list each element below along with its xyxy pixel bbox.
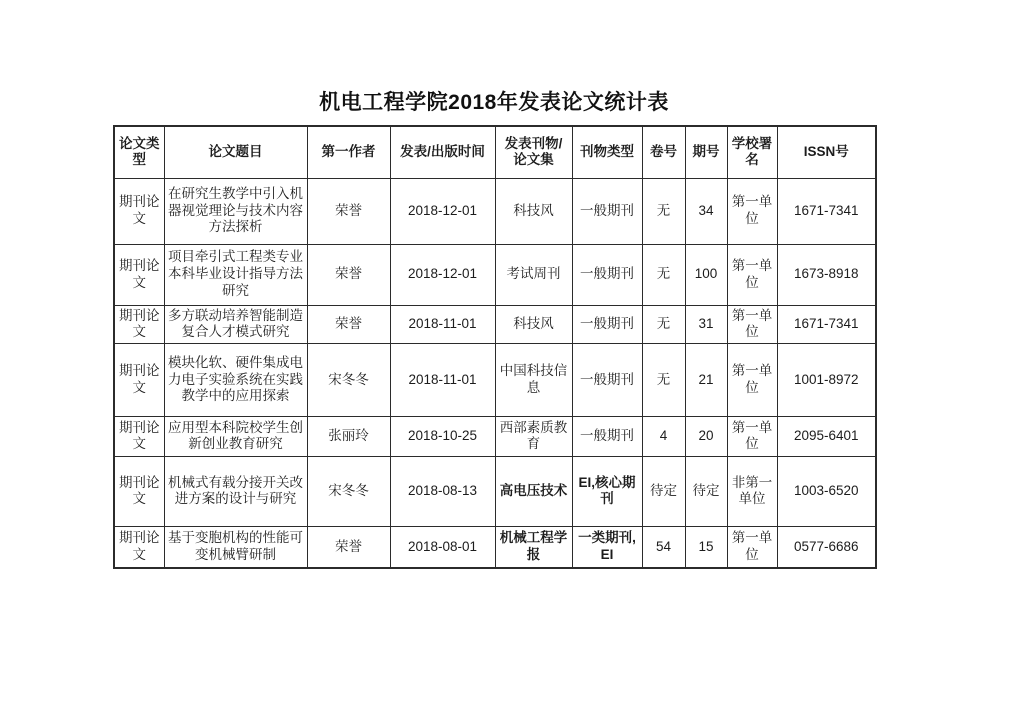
cell-author: 荣誉 [307, 305, 390, 343]
table-row [114, 343, 876, 416]
cell-affiliation: 第一单位 [727, 526, 777, 568]
cell-volume: 无 [642, 343, 685, 416]
col-header-journal: 发表刊物/论文集 [495, 126, 572, 178]
papers-table [113, 125, 877, 569]
cell-journal: 西部素质教育 [495, 416, 572, 456]
cell-affiliation: 第一单位 [727, 305, 777, 343]
cell-issn: 2095-6401 [777, 416, 876, 456]
cell-journal: 科技风 [495, 305, 572, 343]
cell-journal: 科技风 [495, 178, 572, 244]
cell-issue: 21 [685, 343, 727, 416]
cell-date: 2018-11-01 [390, 305, 495, 343]
cell-paper-type: 期刊论文 [114, 526, 164, 568]
table-row [114, 244, 876, 305]
col-header-volume: 卷号 [642, 126, 685, 178]
cell-date: 2018-12-01 [390, 244, 495, 305]
cell-author: 荣誉 [307, 244, 390, 305]
cell-journal: 机械工程学报 [495, 526, 572, 568]
cell-author: 荣誉 [307, 526, 390, 568]
cell-paper-type: 期刊论文 [114, 416, 164, 456]
col-header-issn: ISSN号 [777, 126, 876, 178]
cell-affiliation: 非第一单位 [727, 456, 777, 526]
cell-journal-type: 一般期刊 [572, 178, 642, 244]
document-page [113, 86, 875, 569]
cell-paper-title: 在研究生教学中引入机器视觉理论与技术内容方法探析 [164, 178, 307, 244]
table-row [114, 456, 876, 526]
cell-paper-type: 期刊论文 [114, 178, 164, 244]
cell-issue: 15 [685, 526, 727, 568]
cell-affiliation: 第一单位 [727, 343, 777, 416]
cell-volume: 无 [642, 178, 685, 244]
col-header-issue: 期号 [685, 126, 727, 178]
cell-journal-type: 一般期刊 [572, 244, 642, 305]
cell-volume: 无 [642, 305, 685, 343]
cell-issn: 1671-7341 [777, 178, 876, 244]
col-header-paper-title: 论文题目 [164, 126, 307, 178]
cell-volume: 无 [642, 244, 685, 305]
cell-date: 2018-08-13 [390, 456, 495, 526]
cell-date: 2018-12-01 [390, 178, 495, 244]
cell-journal: 考试周刊 [495, 244, 572, 305]
cell-affiliation: 第一单位 [727, 416, 777, 456]
cell-date: 2018-10-25 [390, 416, 495, 456]
cell-journal-type: 一类期刊,EI [572, 526, 642, 568]
cell-issn: 1671-7341 [777, 305, 876, 343]
table-row [114, 416, 876, 456]
cell-paper-title: 模块化软、硬件集成电力电子实验系统在实践教学中的应用探索 [164, 343, 307, 416]
cell-paper-type: 期刊论文 [114, 456, 164, 526]
table-row [114, 178, 876, 244]
cell-affiliation: 第一单位 [727, 178, 777, 244]
cell-paper-title: 基于变胞机构的性能可变机械臂研制 [164, 526, 307, 568]
cell-paper-title: 应用型本科院校学生创新创业教育研究 [164, 416, 307, 456]
cell-paper-type: 期刊论文 [114, 244, 164, 305]
header-row [114, 126, 876, 178]
cell-author: 宋冬冬 [307, 456, 390, 526]
cell-volume: 54 [642, 526, 685, 568]
cell-journal: 中国科技信息 [495, 343, 572, 416]
col-header-publish-date: 发表/出版时间 [390, 126, 495, 178]
cell-journal-type: 一般期刊 [572, 416, 642, 456]
cell-date: 2018-11-01 [390, 343, 495, 416]
cell-issn: 0577-6686 [777, 526, 876, 568]
cell-issue: 待定 [685, 456, 727, 526]
cell-issue: 34 [685, 178, 727, 244]
cell-paper-type: 期刊论文 [114, 343, 164, 416]
cell-issn: 1673-8918 [777, 244, 876, 305]
cell-issue: 100 [685, 244, 727, 305]
cell-journal-type: 一般期刊 [572, 343, 642, 416]
page-title: 机电工程学院2018年发表论文统计表 [319, 91, 669, 114]
cell-issn: 1001-8972 [777, 343, 876, 416]
cell-paper-title: 项目牵引式工程类专业本科毕业设计指导方法研究 [164, 244, 307, 305]
cell-author: 宋冬冬 [307, 343, 390, 416]
cell-paper-title: 多方联动培养智能制造复合人才模式研究 [164, 305, 307, 343]
cell-volume: 4 [642, 416, 685, 456]
cell-author: 荣誉 [307, 178, 390, 244]
col-header-affiliation: 学校署名 [727, 126, 777, 178]
col-header-paper-type: 论文类型 [114, 126, 164, 178]
cell-issue: 31 [685, 305, 727, 343]
col-header-journal-type: 刊物类型 [572, 126, 642, 178]
table-row [114, 526, 876, 568]
cell-affiliation: 第一单位 [727, 244, 777, 305]
cell-date: 2018-08-01 [390, 526, 495, 568]
cell-issue: 20 [685, 416, 727, 456]
cell-paper-title: 机械式有载分接开关改进方案的设计与研究 [164, 456, 307, 526]
cell-journal: 高电压技术 [495, 456, 572, 526]
cell-issn: 1003-6520 [777, 456, 876, 526]
cell-journal-type: EI,核心期刊 [572, 456, 642, 526]
table-row [114, 305, 876, 343]
cell-journal-type: 一般期刊 [572, 305, 642, 343]
col-header-first-author: 第一作者 [307, 126, 390, 178]
cell-volume: 待定 [642, 456, 685, 526]
cell-paper-type: 期刊论文 [114, 305, 164, 343]
cell-author: 张丽玲 [307, 416, 390, 456]
